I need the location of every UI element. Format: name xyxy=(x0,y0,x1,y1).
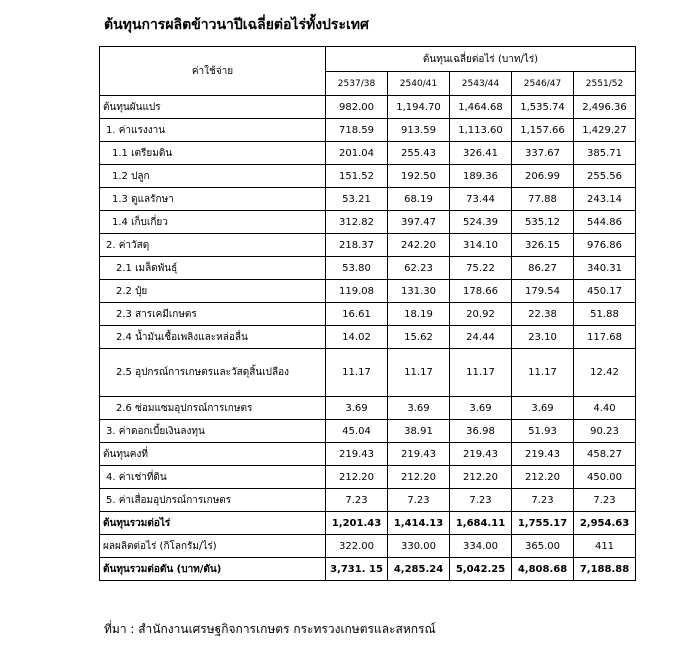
cell-value: 913.59 xyxy=(388,119,450,142)
cell-value: 12.42 xyxy=(574,349,636,397)
source-note: ที่มา : สำนักงานเศรษฐกิจการเกษตร กระทรวงเกษตรและสหกรณ์ xyxy=(104,622,436,636)
cell-value: 218.37 xyxy=(326,234,388,257)
cell-value: 1,157.66 xyxy=(512,119,574,142)
table-body xyxy=(100,96,636,581)
cell-value: 15.62 xyxy=(388,326,450,349)
cell-value: 340.31 xyxy=(574,257,636,280)
row-label: ต้นทุนคงที่ xyxy=(100,443,326,466)
header-item: ค่าใช้จ่าย xyxy=(100,47,326,96)
table-row xyxy=(100,96,636,119)
cell-value: 535.12 xyxy=(512,211,574,234)
cell-value: 24.44 xyxy=(450,326,512,349)
cell-value: 397.47 xyxy=(388,211,450,234)
year-header: 2540/41 xyxy=(388,72,450,96)
row-label: 1.4 เก็บเกี่ยว xyxy=(100,211,326,234)
cell-value: 7.23 xyxy=(512,489,574,512)
cell-value: 718.59 xyxy=(326,119,388,142)
cell-value: 2,496.36 xyxy=(574,96,636,119)
cell-value: 212.20 xyxy=(388,466,450,489)
cell-value: 212.20 xyxy=(512,466,574,489)
row-label: 1. ค่าแรงงาน xyxy=(100,119,326,142)
cell-value: 411 xyxy=(574,535,636,558)
row-label: ผลผลิตต่อไร่ (กิโลกรัม/ไร่) xyxy=(100,535,326,558)
cell-value: 212.20 xyxy=(326,466,388,489)
cell-value: 7,188.88 xyxy=(574,558,636,581)
cell-value: 219.43 xyxy=(326,443,388,466)
row-label: ต้นทุนรวมต่อไร่ xyxy=(100,512,326,535)
cell-value: 1,201.43 xyxy=(326,512,388,535)
row-label: ต้นทุนรวมต่อตัน (บาท/ตัน) xyxy=(100,558,326,581)
cell-value: 189.36 xyxy=(450,165,512,188)
cell-value: 14.02 xyxy=(326,326,388,349)
cell-value: 458.27 xyxy=(574,443,636,466)
cell-value: 2,954.63 xyxy=(574,512,636,535)
cell-value: 219.43 xyxy=(450,443,512,466)
cell-value: 1,414.13 xyxy=(388,512,450,535)
cell-value: 3.69 xyxy=(512,397,574,420)
cost-table xyxy=(99,46,636,581)
cell-value: 192.50 xyxy=(388,165,450,188)
cell-value: 206.99 xyxy=(512,165,574,188)
table-row xyxy=(100,142,636,165)
table-row xyxy=(100,535,636,558)
cell-value: 314.10 xyxy=(450,234,512,257)
year-header: 2537/38 xyxy=(326,72,388,96)
row-label: 2.1 เมล็ดพันธุ์ xyxy=(100,257,326,280)
cell-value: 322.00 xyxy=(326,535,388,558)
cell-value: 178.66 xyxy=(450,280,512,303)
cell-value: 7.23 xyxy=(388,489,450,512)
cell-value: 16.61 xyxy=(326,303,388,326)
cell-value: 1,113.60 xyxy=(450,119,512,142)
table-row xyxy=(100,420,636,443)
cell-value: 334.00 xyxy=(450,535,512,558)
cell-value: 365.00 xyxy=(512,535,574,558)
cell-value: 219.43 xyxy=(388,443,450,466)
cell-value: 326.41 xyxy=(450,142,512,165)
cell-value: 242.20 xyxy=(388,234,450,257)
cell-value: 86.27 xyxy=(512,257,574,280)
cell-value: 73.44 xyxy=(450,188,512,211)
row-label: 2.2 ปุ๋ย xyxy=(100,280,326,303)
cell-value: 201.04 xyxy=(326,142,388,165)
cell-value: 3.69 xyxy=(450,397,512,420)
year-header: 2551/52 xyxy=(574,72,636,96)
cell-value: 450.17 xyxy=(574,280,636,303)
cell-value: 38.91 xyxy=(388,420,450,443)
cell-value: 20.92 xyxy=(450,303,512,326)
cell-value: 4.40 xyxy=(574,397,636,420)
table-row xyxy=(100,188,636,211)
cell-value: 11.17 xyxy=(326,349,388,397)
cell-value: 976.86 xyxy=(574,234,636,257)
row-label: 3. ค่าดอกเบี้ยเงินลงทุน xyxy=(100,420,326,443)
table-row xyxy=(100,234,636,257)
cell-value: 212.20 xyxy=(450,466,512,489)
table-row xyxy=(100,466,636,489)
cell-value: 385.71 xyxy=(574,142,636,165)
page-title: ต้นทุนการผลิตข้าวนาปีเฉลี่ยต่อไร่ทั้งประเทศ xyxy=(104,17,369,33)
cell-value: 90.23 xyxy=(574,420,636,443)
cell-value: 51.93 xyxy=(512,420,574,443)
cell-value: 450.00 xyxy=(574,466,636,489)
cell-value: 7.23 xyxy=(326,489,388,512)
row-label: 2. ค่าวัสดุ xyxy=(100,234,326,257)
cell-value: 53.21 xyxy=(326,188,388,211)
cell-value: 524.39 xyxy=(450,211,512,234)
table-row xyxy=(100,397,636,420)
cell-value: 4,285.24 xyxy=(388,558,450,581)
cell-value: 75.22 xyxy=(450,257,512,280)
cell-value: 1,755.17 xyxy=(512,512,574,535)
cell-value: 119.08 xyxy=(326,280,388,303)
cell-value: 982.00 xyxy=(326,96,388,119)
row-label: 4. ค่าเช่าที่ดิน xyxy=(100,466,326,489)
table-row xyxy=(100,489,636,512)
cell-value: 18.19 xyxy=(388,303,450,326)
cell-value: 1,194.70 xyxy=(388,96,450,119)
cell-value: 255.56 xyxy=(574,165,636,188)
table-row xyxy=(100,211,636,234)
table-row xyxy=(100,349,636,397)
cell-value: 11.17 xyxy=(450,349,512,397)
cell-value: 131.30 xyxy=(388,280,450,303)
row-label: ต้นทุนผันแปร xyxy=(100,96,326,119)
row-label: 1.3 ดูแลรักษา xyxy=(100,188,326,211)
cell-value: 68.19 xyxy=(388,188,450,211)
row-label: 1.1 เตรียมดิน xyxy=(100,142,326,165)
cell-value: 3.69 xyxy=(326,397,388,420)
header-group: ต้นทุนเฉลี่ยต่อไร่ (บาท/ไร่) xyxy=(326,47,636,72)
cell-value: 53.80 xyxy=(326,257,388,280)
cell-value: 179.54 xyxy=(512,280,574,303)
cell-value: 7.23 xyxy=(450,489,512,512)
table-header-row xyxy=(100,47,636,72)
cell-value: 5,042.25 xyxy=(450,558,512,581)
cell-value: 51.88 xyxy=(574,303,636,326)
row-label: 2.3 สารเคมีเกษตร xyxy=(100,303,326,326)
row-label: 1.2 ปลูก xyxy=(100,165,326,188)
row-label: 2.6 ซ่อมแซมอุปกรณ์การเกษตร xyxy=(100,397,326,420)
cell-value: 62.23 xyxy=(388,257,450,280)
cell-value: 36.98 xyxy=(450,420,512,443)
cell-value: 312.82 xyxy=(326,211,388,234)
cell-value: 151.52 xyxy=(326,165,388,188)
cell-value: 77.88 xyxy=(512,188,574,211)
cell-value: 326.15 xyxy=(512,234,574,257)
cell-value: 255.43 xyxy=(388,142,450,165)
cell-value: 7.23 xyxy=(574,489,636,512)
table-row xyxy=(100,257,636,280)
cell-value: 544.86 xyxy=(574,211,636,234)
row-label: 5. ค่าเสื่อมอุปกรณ์การเกษตร xyxy=(100,489,326,512)
cell-value: 4,808.68 xyxy=(512,558,574,581)
table-row xyxy=(100,443,636,466)
cell-value: 45.04 xyxy=(326,420,388,443)
cell-value: 117.68 xyxy=(574,326,636,349)
cell-value: 1,464.68 xyxy=(450,96,512,119)
cell-value: 219.43 xyxy=(512,443,574,466)
table-row xyxy=(100,558,636,581)
cell-value: 1,535.74 xyxy=(512,96,574,119)
cell-value: 3.69 xyxy=(388,397,450,420)
table-row xyxy=(100,119,636,142)
cell-value: 3,731. 15 xyxy=(326,558,388,581)
row-label: 2.4 น้ำมันเชื้อเพลิงและหล่อลื่น xyxy=(100,326,326,349)
table-row xyxy=(100,303,636,326)
cell-value: 1,684.11 xyxy=(450,512,512,535)
row-label: 2.5 อุปกรณ์การเกษตรและวัสดุสิ้นเปลือง xyxy=(100,349,326,397)
table-row xyxy=(100,280,636,303)
cell-value: 22.38 xyxy=(512,303,574,326)
cell-value: 243.14 xyxy=(574,188,636,211)
year-header: 2543/44 xyxy=(450,72,512,96)
cell-value: 330.00 xyxy=(388,535,450,558)
cell-value: 337.67 xyxy=(512,142,574,165)
table-row xyxy=(100,165,636,188)
cell-value: 11.17 xyxy=(512,349,574,397)
cell-value: 1,429.27 xyxy=(574,119,636,142)
cell-value: 11.17 xyxy=(388,349,450,397)
year-header: 2546/47 xyxy=(512,72,574,96)
cell-value: 23.10 xyxy=(512,326,574,349)
table-row xyxy=(100,512,636,535)
table-row xyxy=(100,326,636,349)
